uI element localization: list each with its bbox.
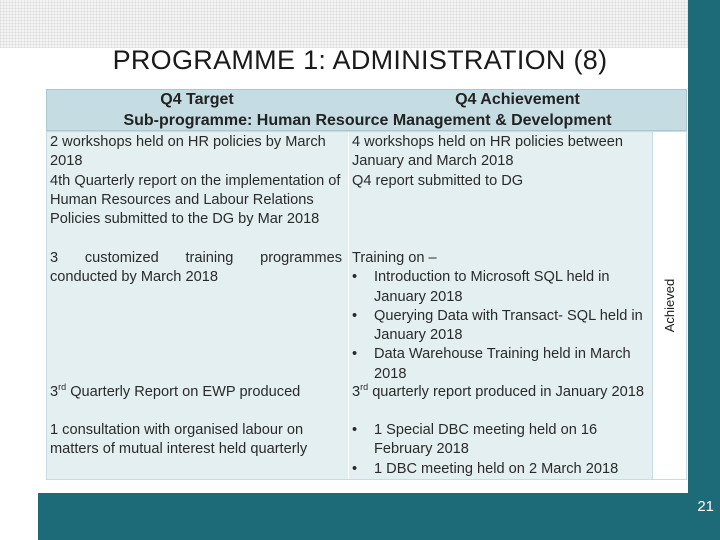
list-item: • Introduction to Microsoft SQL held in January 2018 [352,268,650,307]
footer-band [38,493,720,540]
table-header [46,89,687,131]
training-intro: Training on – [352,250,437,266]
achievement-text: 4 workshops held on HR policies between January and March 2018 [352,134,623,170]
status-column [652,131,687,480]
target-workshops [50,133,346,229]
target-text: 4th Quarterly report on the implementation of Human Resources and Labour Relations Policies submitted to the DG by Mar 2018 [50,172,341,228]
achievement-training [352,249,650,384]
header-q4-achievement: Q4 Achievement [455,91,580,108]
training-list [352,268,650,384]
list-item: • Data Warehouse Training held in March 2018 [352,345,650,384]
target-text: 2 workshops held on HR policies by March 2018 [50,134,326,170]
achievement-ewp-report: 3rd quarterly report produced in January 2018 [352,382,644,400]
list-item: • Querying Data with Transact- SQL held in January 2018 [352,307,650,346]
header-band [0,0,688,48]
page-number: 21 [697,498,714,515]
list-item: • 1 Special DBC meeting held on 16 February 2018 [352,421,650,460]
target-consultation: 1 consultation with organised labour on matters of mutual interest held quarterly [50,422,308,458]
list-item: • 1 DBC meeting held on 2 March 2018 [352,460,650,479]
right-accent-band [688,0,720,540]
status-label: Achieved [662,278,678,333]
target-training: 3 customized training programmes conducted by March 2018 [50,250,342,286]
header-q4-target: Q4 Target [160,91,234,108]
achievement-dbc [352,421,650,479]
target-ewp-report: 3rd Quarterly Report on EWP produced [50,382,301,400]
page-title: PROGRAMME 1: ADMINISTRATION (8) [112,45,608,75]
achievement-text: Q4 report submitted to DG [352,172,524,189]
subprogramme-heading: Sub-programme: Human Resource Management & Development [123,112,612,129]
achievement-workshops [352,133,650,191]
dbc-list [352,421,650,479]
